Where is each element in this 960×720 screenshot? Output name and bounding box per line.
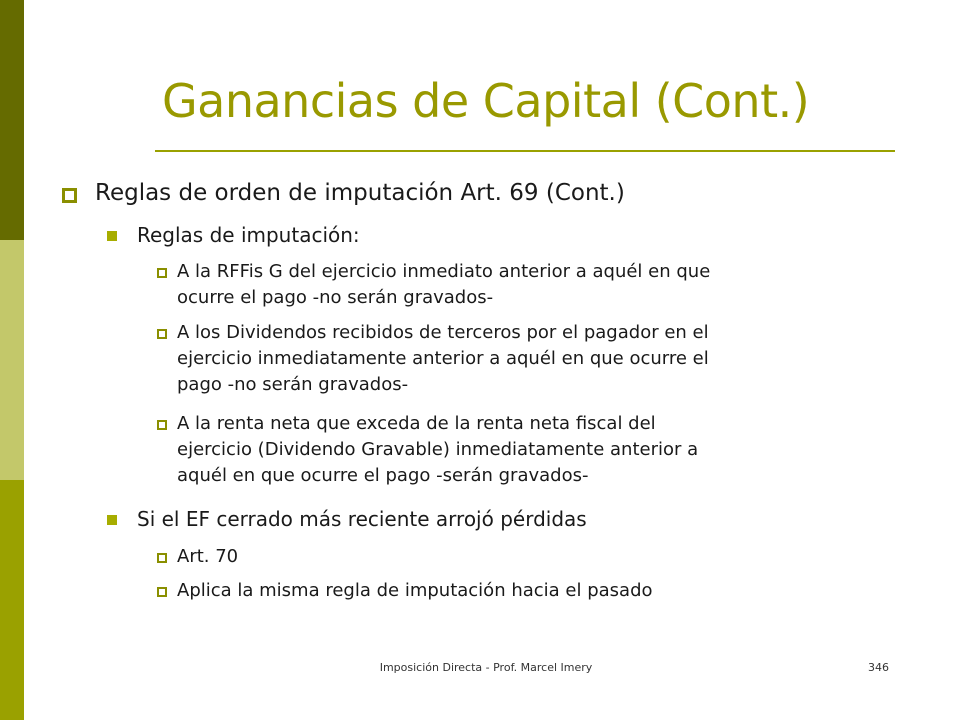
bullet-line: A la RFFis G del ejercicio inmediato anterior a aquél en que: [177, 261, 711, 282]
bullet-item-level-1: [95, 178, 625, 208]
bullet-line: Reglas de imputación:: [137, 223, 360, 247]
bullet-marker-level-3: [157, 553, 167, 563]
bullet-marker-level-2: [107, 515, 117, 525]
bullet-line: ejercicio inmediatamente anterior a aquél en que ocurre el: [177, 348, 709, 369]
footer: [0, 661, 960, 674]
bullet-marker-level-3: [157, 587, 167, 597]
bullet-marker-level-3: [157, 329, 167, 339]
bullet-marker-level-3: [157, 420, 167, 430]
bullet-line: Art. 70: [177, 546, 239, 567]
footer-text: Imposición Directa - Prof. Marcel Imery: [379, 661, 593, 674]
bullet-line: Si el EF cerrado más reciente arrojó pérdidas: [137, 507, 587, 531]
bullet-item-level-2: [137, 506, 587, 532]
bullet-line: A los Dividendos recibidos de terceros por el pagador en el: [177, 322, 709, 343]
bullet-item-level-3: [177, 320, 709, 398]
bullet-line: pago -no serán gravados-: [177, 374, 409, 395]
bullet-item-level-2: [137, 222, 360, 248]
bullet-marker-level-3: [157, 268, 167, 278]
bullet-marker-level-1: [62, 188, 77, 203]
bullet-item-level-3: [177, 544, 238, 570]
bullet-item-level-3: [177, 578, 653, 604]
slide-title: Ganancias de Capital (Cont.): [162, 74, 810, 128]
bullet-line: A la renta neta que exceda de la renta neta fiscal del: [177, 413, 656, 434]
bullet-line: ocurre el pago -no serán gravados-: [177, 287, 494, 308]
bullet-line: aquél en que ocurre el pago -serán gravados-: [177, 465, 589, 486]
bullet-line: ejercicio (Dividendo Gravable) inmediatamente anterior a: [177, 439, 699, 460]
bullet-item-level-3: [177, 259, 710, 311]
bullet-item-level-3: [177, 411, 698, 489]
bullet-line: Reglas de orden de imputación Art. 69 (Cont.): [95, 180, 625, 206]
bullet-line: Aplica la misma regla de imputación hacia el pasado: [177, 580, 653, 601]
bullet-marker-level-2: [107, 231, 117, 241]
page-number: 346: [868, 661, 889, 674]
